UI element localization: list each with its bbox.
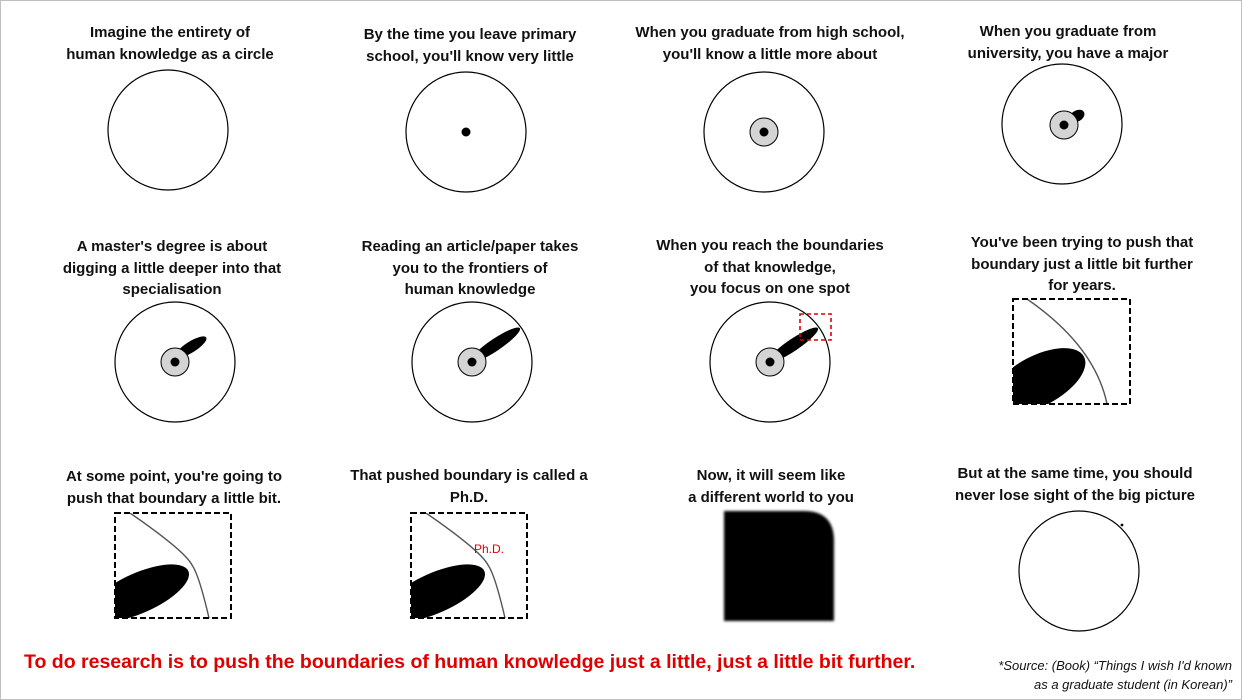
panel-2-drawing: [398, 64, 538, 204]
panel-1-drawing: [100, 62, 240, 202]
source-citation: *Source: (Book) “Things I wish I'd known as a graduate student (in Korean)”: [998, 658, 1232, 692]
panel-2-caption: By the time you leave primary school, you'll know very little: [363, 26, 577, 65]
panel-11-caption: Now, it will seem like a different world to you: [688, 467, 854, 506]
panel-9-caption: At some point, you're going to push that boundary a little bit.: [65, 468, 283, 507]
phd-label: Ph.D.: [474, 542, 505, 556]
panel-12-caption: But at the same time, you should never lose sight of the big picture: [954, 465, 1196, 504]
panel-10-caption: That pushed boundary is called a Ph.D.: [350, 467, 588, 506]
primary-knowledge-dot: [766, 358, 775, 367]
primary-knowledge-dot: [760, 128, 769, 137]
panel-11-drawing: [722, 509, 838, 625]
tiny-bump: [1121, 524, 1124, 527]
panel-8-drawing: [1010, 296, 1140, 411]
primary-knowledge-dot: [1060, 121, 1069, 130]
panel-7-caption: When you reach the boundaries of that knowledge, you focus on one spot: [656, 237, 884, 297]
panel-3-caption: When you graduate from high school, you'll know a little more about: [635, 24, 905, 63]
panel-12-drawing: [1011, 503, 1151, 643]
footer-tagline: To do research is to push the boundaries of human knowledge just a little, just a little bit further.: [24, 651, 916, 673]
knowledge-circle: [1019, 511, 1139, 631]
zoomed-spike: [724, 511, 834, 621]
primary-knowledge-dot: [462, 128, 471, 137]
panel-9-drawing: [113, 511, 238, 626]
panel-3-drawing: [696, 64, 836, 204]
knowledge-circle: [108, 70, 228, 190]
panel-5-caption: A master's degree is about digging a little deeper into that specialisation: [62, 238, 282, 298]
panel-6-caption: Reading an article/paper takes you to the frontiers of human knowledge: [361, 238, 579, 298]
panel-7-drawing: [702, 294, 842, 434]
panel-5-drawing: [107, 294, 247, 434]
panel-4-drawing: [994, 56, 1134, 196]
panel-1-caption: Imagine the entirety of human knowledge as a circle: [66, 24, 274, 63]
panel-10-drawing: [409, 511, 534, 626]
panel-4-caption: When you graduate from university, you have a major: [967, 23, 1169, 62]
panel-8-caption: You've been trying to push that boundary just a little bit further for years.: [970, 234, 1194, 294]
primary-knowledge-dot: [171, 358, 180, 367]
panel-6-drawing: [404, 294, 544, 434]
primary-knowledge-dot: [468, 358, 477, 367]
